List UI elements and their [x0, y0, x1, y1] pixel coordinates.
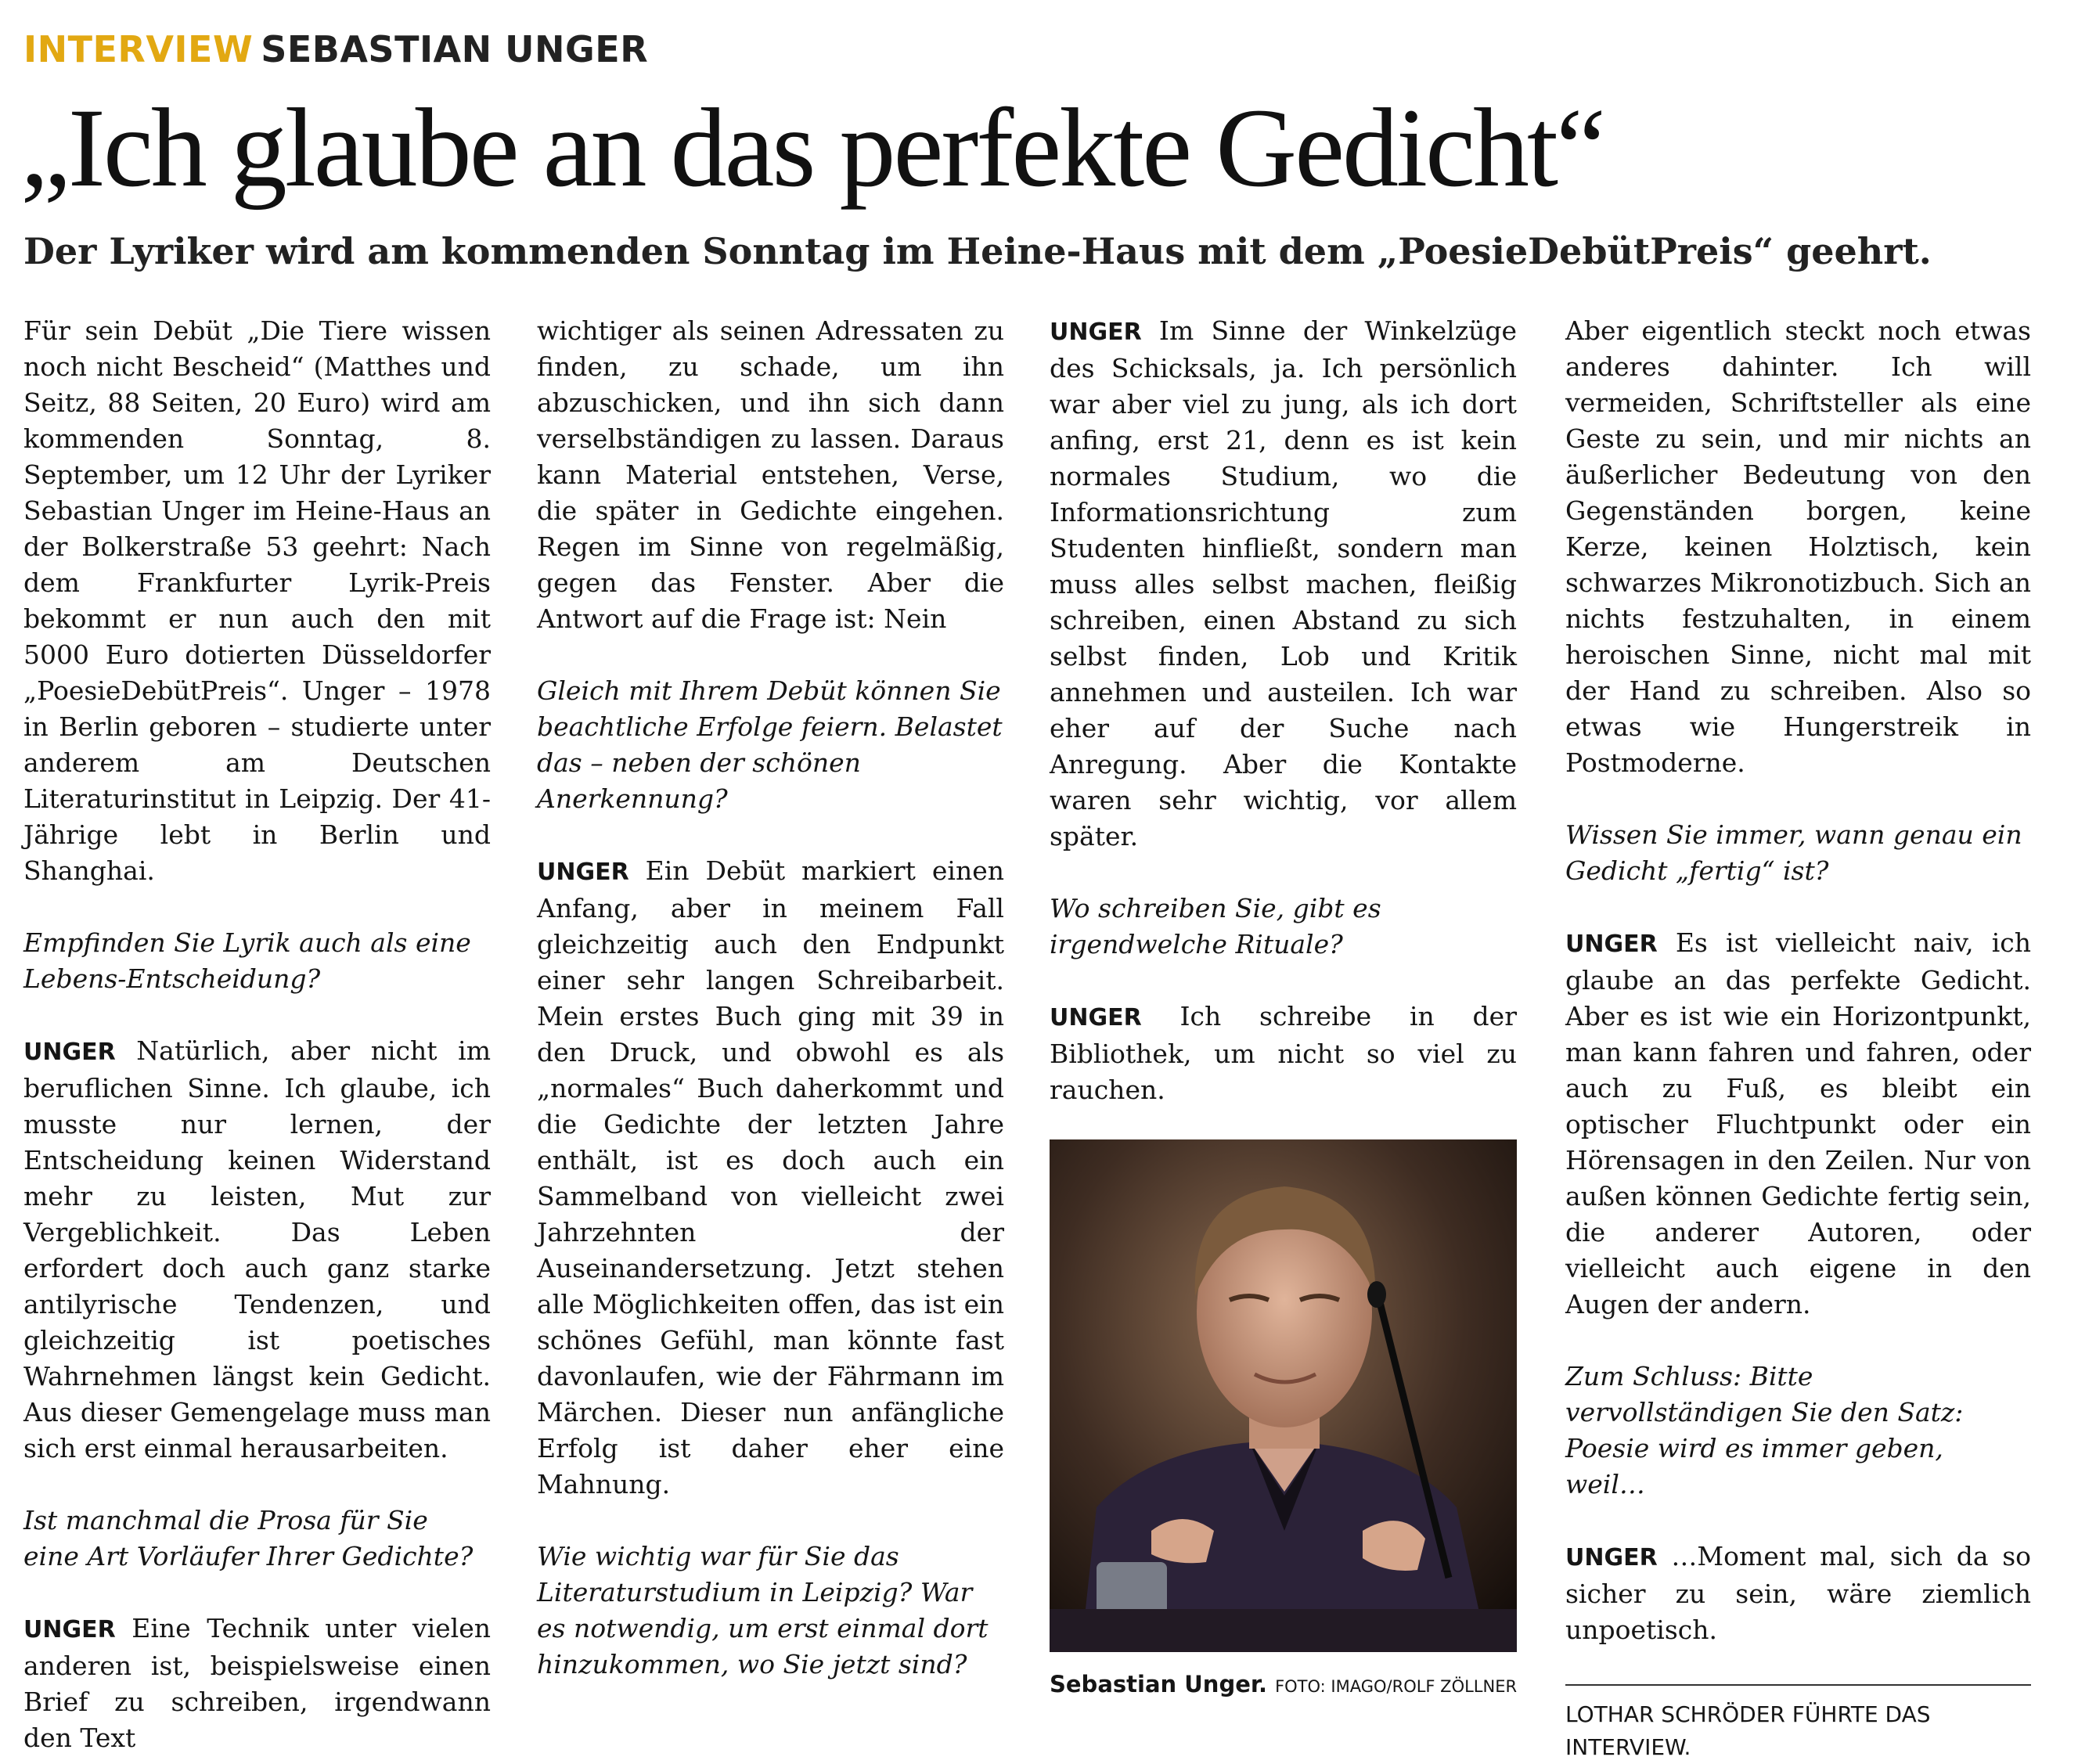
kicker-name: SEBASTIAN UNGER [261, 28, 649, 70]
interview-question: Ist manchmal die Prosa für Sie eine Art Vorläufer Ihrer Gedichte? [23, 1505, 474, 1571]
kicker [23, 28, 648, 70]
answer-continuation: wichtiger als seinen Adressaten zu finden, zu schade, um ihn abzuschicken, und ihn sich dann verselbständigen zu lassen. Daraus kann Material entstehen, Verse, die später in Gedichte eingehen. Regen im Sinne von regelmäßig, gegen das Fenster. Aber die Antwort auf die Frage ist: Nein [537, 315, 1004, 634]
interview-answer [1565, 1539, 2031, 1648]
speaker-label: UNGER [1565, 1544, 1658, 1571]
answer-text: Es ist vielleicht naiv, ich glaube an das perfekte Gedicht. Aber es ist wie ein Horizontpunkt, man kann fahren und fahren, oder auch zu Fuß, es bleibt ein optischer Fluchtpunkt oder ein Hörensagen in den Zeilen. Nur von außen können Gedichte fertig sein, die anderer Autoren, oder vielleicht auch eigene in den Augen der andern. [1565, 927, 2031, 1319]
article-column-3 [1050, 313, 1517, 1699]
interview-question: Wie wichtig war für Sie das Literaturstudium in Leipzig? War es notwendig, um erst einmal dort hinzukommen, wo Sie jetzt sind? [537, 1541, 989, 1679]
answer-text: Im Sinne der Winkelzüge des Schicksals, ja. Ich persönlich war aber viel zu jung, als ich dort anfing, erst 21, denn es ist kein normales Studium, wo die Informationsrichtung zum Studenten hinfließt, sondern man muss alles selbst machen, fleißig schreiben, einen Abstand zu sich selbst finden, Lob und Kritik annehmen und austeilen. Ich war eher auf der Suche nach Anregung. Aber die Kontakte waren sehr wichtig, vor allem später. [1050, 315, 1517, 851]
answer-text: Ich schreibe in der Bibliothek, um nicht so viel zu rauchen. [1050, 1001, 1517, 1105]
caption-name: Sebastian Unger. [1050, 1671, 1268, 1697]
interview-answer [1050, 313, 1517, 855]
speaker-label: UNGER [1050, 319, 1142, 346]
speaker-label: UNGER [537, 859, 629, 886]
interview-question: Wissen Sie immer, wann genau ein Gedicht „fertig“ ist? [1565, 819, 2022, 886]
photo-credit: FOTO: IMAGO/ROLF ZÖLLNER [1275, 1677, 1518, 1696]
byline: LOTHAR SCHRÖDER FÜHRTE DAS INTERVIEW. [1565, 1701, 1931, 1760]
interview-answer [537, 853, 1004, 1503]
speaker-label: UNGER [1050, 1004, 1142, 1031]
article-column-2 [537, 313, 1004, 1683]
interview-answer [23, 1611, 491, 1756]
kicker-label: INTERVIEW [23, 28, 254, 70]
interview-answer [1050, 999, 1517, 1108]
interview-question: Zum Schluss: Bitte vervollständigen Sie den Satz: Poesie wird es immer geben, weil… [1565, 1361, 1964, 1499]
answer-text: …Moment mal, sich da so sicher zu sein, wäre ziemlich unpoetisch. [1565, 1541, 2031, 1645]
byline-divider [1565, 1684, 2031, 1686]
subheadline: Der Lyriker wird am kommenden Sonntag im Heine-Haus mit dem „PoesieDebütPreis“ geehrt. [23, 230, 1932, 272]
answer-text: Ein Debüt markiert einen Anfang, aber in meinem Fall gleichzeitig auch den Endpunkt einer sehr langen Schreibarbeit. Mein erstes Buch ging mit 39 in den Druck, und obwohl es als „normales“ Buch daherkommt und die Gedichte der letzten Jahre enthält, ist es doch auch ein Sammelband von vielleicht zwei Jahrzehnten der Auseinandersetzung. Jetzt stehen alle Möglichkeiten offen, das ist ein schönes Gefühl, man könnte fast davonlaufen, wie der Fährmann im Märchen. Dieser nun anfängliche Erfolg ist daher eher eine Mahnung. [537, 855, 1004, 1499]
answer-continuation: Aber eigentlich steckt noch etwas anderes dahinter. Ich will vermeiden, Schriftsteller als eine Geste zu sein, und mir nichts an äußerlicher Bedeutung von den Gegenständen borgen, keine Kerze, keinen Holztisch, kein schwarzes Mikronotizbuch. Sich an nichts festzuhalten, in einem heroischen Sinne, nicht mal mit der Hand zu schreiben. Also so etwas wie Hungerstreik in Postmoderne. [1565, 315, 2031, 778]
interview-answer [23, 1033, 491, 1467]
intro-paragraph: Für sein Debüt „Die Tiere wissen noch nicht Bescheid“ (Matthes und Seitz, 88 Seiten, 20 Euro) wird am kommenden Sonntag, 8. September, um 12 Uhr der Lyriker Sebastian Unger im Heine-Haus an der Bolkerstraße 53 geehrt: Nach dem Frankfurter Lyrik-Preis bekommt er nun auch den mit 5000 Euro dotierten Düsseldorfer „PoesieDebütPreis“. Unger – 1978 in Berlin geboren – studierte unter anderem am Deutschen Literaturinstitut in Leipzig. Der 41-Jährige lebt in Berlin und Shanghai. [23, 315, 491, 886]
speaker-label: UNGER [23, 1616, 116, 1643]
answer-text: Eine Technik unter vielen anderen ist, beispielsweise einen Brief zu schreiben, irgendwann den Text [23, 1613, 491, 1753]
portrait-photo [1050, 1139, 1517, 1652]
interview-answer [1565, 925, 2031, 1323]
interview-question: Gleich mit Ihrem Debüt können Sie beachtliche Erfolge feiern. Belastet das – neben der schönen Anerkennung? [537, 675, 1003, 814]
photo-caption [1050, 1668, 1517, 1699]
interview-question: Empfinden Sie Lyrik auch als eine Lebens-Entscheidung? [23, 927, 471, 994]
speaker-label: UNGER [23, 1039, 116, 1066]
answer-text: Natürlich, aber nicht im beruflichen Sinne. Ich glaube, ich musste nur lernen, der Entscheidung keinen Widerstand mehr zu leisten, Mut zur Vergeblichkeit. Das Leben erfordert doch auch ganz starke antilyrische Tendenzen, und gleichzeitig ist poetisches Wahrnehmen längst kein Gedicht. Aus dieser Gemengelage muss man sich erst einmal herausarbeiten. [23, 1035, 491, 1463]
headline: „Ich glaube an das perfekte Gedicht“ [20, 86, 1604, 211]
article-column-4 [1565, 313, 2031, 1764]
article-column-1 [23, 313, 491, 1756]
speaker-label: UNGER [1565, 931, 1658, 958]
interview-question: Wo schreiben Sie, gibt es irgendwelche Rituale? [1050, 893, 1381, 959]
